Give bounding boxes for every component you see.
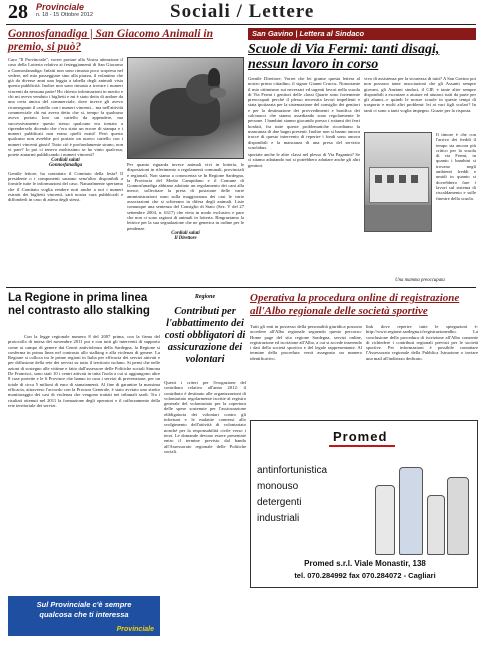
- issue-date: n. 18 - 15 Ottobre 2012: [36, 12, 93, 18]
- gonnos-reply-text: Gentile lettore, ha contattato il Comitato della festa? Il presidente o i componenti saranno senz'altro disponibili a fornirle tutte le informazioni del caso. Naturalmente speriamo che il Comitato voglia rendere noti anche a noi i numeri estratti dei biglietti vincenti, sarà nostra cura pubblicarli e diffonderli in caso di attesa degli stessi.: [8, 170, 123, 203]
- scuole-column-1: [248, 76, 360, 286]
- page-number: 28: [8, 1, 28, 23]
- header-divider: [6, 24, 476, 25]
- mid-divider: [6, 287, 476, 288]
- scuole-title: Scuole di Via Fermi: tanti disagi, nessun lavoro in corso: [248, 42, 440, 72]
- regione-title: La Regione in prima linea nel contrasto allo stalking: [8, 292, 150, 317]
- ad-line-4: industriali: [257, 513, 300, 524]
- school-ground-shape: [365, 205, 431, 231]
- operativa-body-1: Tutti gli enti in possesso della personalità giuridica possono accedere all'Albo regionale seguendo questo percorso: Home page del sito regione Sardegna, servizi online, registrazione ed iscrizione all'Albo, a cui si accede inserendo i dati della società sportiva e del legale rappresentante. Al termine della procedura verrà assegnato un numero identificativo.: [250, 324, 362, 361]
- promed-advertisement: [250, 420, 478, 588]
- promo-brand: Provinciale: [116, 626, 154, 633]
- operativa-body-2: link dove reperire tutte le spiegazioni è: http://www.regione.sardegna.it/registrazionealbo. La conclusione della procedura di iscrizione all'Albo consente di richiedere i contributi regionali previsti per le società sportive. Per informazioni è possibile contattare l'Assessorato regionale della Pubblica Istruzione o inviare una mail all'indirizzo dedicato.: [366, 324, 478, 361]
- ad-line-2: monouso: [257, 481, 299, 492]
- dog-photo: [127, 57, 244, 159]
- school-photo: [364, 132, 432, 232]
- ad-line-1: antinfortunistica: [257, 465, 328, 476]
- regione-column: [8, 334, 160, 592]
- scuole-column-3: [436, 132, 476, 201]
- ad-phone: tel. 070.284992 fax 070.284072 - Cagliari: [294, 571, 436, 580]
- dog-ear-shape: [208, 68, 220, 86]
- scuole-letter-continued: sportate anche le altre classi nel plesso di Via Paganini? Se ci stiamo adattando noi si potrebbero adattare anche gli altri genitori.: [248, 152, 360, 168]
- gonnos-reply-signature: Il Direttore: [174, 235, 197, 241]
- gonnos-column-1: [8, 57, 123, 202]
- school-window-shape: [399, 175, 406, 183]
- operativa-column-1: [250, 324, 362, 416]
- school-window-shape: [375, 175, 382, 183]
- section-title: Sociali / Lettere: [170, 1, 315, 22]
- contributi-title: Contributi per l'abbattimento dei costi obbligatori di assicurazione dei volontari: [164, 306, 246, 365]
- gonnos-reply-closing: Cordiali saluti: [171, 230, 200, 236]
- scuole-kicker: San Gavino | Lettera al Sindaco: [248, 28, 476, 40]
- gonnos-title: Gonnosfanadiga | San Giacomo Animali in premio, si può?: [8, 28, 214, 53]
- gonnos-reply-continued: Per quanto riguarda invece animali vivi in lotteria, le disposizioni in riferimento a regolamenti comunali, provinciali e regionali. Non siamo a conoscenza se In Regione Sardegna, la Provincia del Medio Campidano e il Comune di Gonnosfanadiga abbiano adottato un regolamento dei cani alla merce, sollecitare la presa di posizione delle varie amministrazioni sono sulla maggioranza dei casi le varie associazioni che si schierano in difesa degli animali. Liste comunque una sentenza del Consiglio di Stato (Sez. V del 27 settembre 2004, n. 6317) che vieta in modo esclusivo e pare che non ci sono ragioni di animali in lotteria. Ringraziamo la lettrice per la sua segnalazione che ne generica in ordine per le pendenze.: [127, 162, 244, 231]
- promed-logo: Promed: [333, 429, 388, 444]
- school-window-shape: [411, 175, 418, 183]
- gonnos-letter-closing: Cordiali saluti: [51, 157, 80, 163]
- promo-line-2: qualcosa che ti interessa: [39, 610, 129, 619]
- dog-snout-shape: [210, 88, 226, 98]
- school-window-shape: [387, 175, 394, 183]
- contributi-body: Questi i criteri per l'erogazione del contributo relativo all'anno 2012: il contributo è destinato alle organizzazioni di volontariato regolarmente iscritte al registro generale del volontariato per la copertura delle spese sostenute per l'assicurazione obbligatoria dei volontari contro gli infortuni e le malattie connessi allo svolgimento dell'attività di volontariato nonché per la responsabilità civile verso i terzi. Le domande devono essere presentate entro il termine previsto dal bando all'Assessorato regionale delle Politiche sociali.: [164, 380, 246, 454]
- regione-body: Con la legge regionale numero 8 del 2007 prima, con la firma del protocollo di intesa del novembre 2011 poi e con tutti gli interventi di supporto come ai campo di genere dai Centri antiviolenza della Sardegna, la Regione si conferma in prima linea nel contrasto allo stalking e alla violenza di genere. La Regione si colloca tra le prime regioni in Italia per efficacia dei servizi attivati e per diffusione della rete dei servizi su tutto il territorio isolano. Si pensi che nelle azioni di sostegno alle vittime e fatto dall'assessore delle Politiche sociali Simona De Francisci, sono stati 10 i centri attivati in tutta l'isola a cui si aggiungono altre 8 case protette e le 6 Province che hanno in cura i servizi di prevenzione, per un totale di circa 5 milioni di euro di stanziamenti. Al fine di garantire la massima efficacia, attraverso l'accordo con la Procura Generale, è stato avviato uno stretto monitoraggio dei casi di violenza che vengono trattati nei tribunali sardi. Tra i risultati ottenuti nel 2011 la formazione degli operatori e il rafforzamento della rete territoriale dei servizi.: [8, 334, 160, 408]
- promo-banner: [8, 596, 160, 636]
- bottle-icon: [399, 467, 423, 555]
- scuole-letter-col3: Il timore è che con l'arrivo dei freddi il tempo sia ancora più critico per la scuola di via Fermi, in quanto i bambini si trovano negli ambienti freddi e umidi in quanto si dovrebbero fare i lavori sul sistema di riscaldamento e sulle finestre della scuola.: [436, 132, 476, 201]
- ad-products-image: [371, 455, 471, 555]
- gonnos-letter-text: Caro "Il Provinciale", vorrei portare alla Vostra attenzione il caso della Lotteria relativa ai festeggiamenti di San Giacomo a Gonnosfanadiga. Infatti non sono rimasta poco sorpresa nel vedere, nel mio passeggiare sino alla piazza, il volantino che già da diverse anni una leggia a tabella degli animali vista questa pubblicità. Inoltre non sono rimasta a trovare i numeri vincenti da nessuna parte! Ho chiesto informazioni in merito e chi mi aveva venduto i biglietti e mi è stato detto di andare da una certa amica del commerciale, dove invece gli avevo riconsegnato il cartello con i numeri vincenti... ma nell'attività commerciale chi mi aveva detto che si, tempo fa qualcuno aveva portato loro un cartello da appendere, ma successivamente questo stesso qualcuno era tornato a riprenderselo dicendo che c'era stato un errore di stampa e i numeri pubblicati non erano quelli esatti! Però questo qualcuno non avrebbe poi portato un nuovo cartello con i numeri vincenti giusti! Tutto ciò è profondamente strano, non vi pare? Io poi ci tenevo moltissimo se ho vinto qualcosa, potete aiutarmi pubblicando i numeri vincenti?: [8, 57, 123, 158]
- contributi-column: [164, 380, 246, 650]
- ad-line-3: detergenti: [257, 497, 302, 508]
- paper-name: Provinciale: [36, 2, 85, 12]
- scuole-signature: Una mamma preoccupata: [395, 278, 445, 283]
- bottle-icon: [375, 485, 395, 555]
- school-building-shape: [369, 167, 429, 203]
- page-header: [0, 0, 482, 24]
- gonnos-column-2: [127, 162, 244, 241]
- bottle-icon: [447, 477, 469, 555]
- gonnos-letter-signature: Gonnosfanadiga: [48, 162, 83, 168]
- ad-address: Promed s.r.l. Viale Monastir, 138: [304, 559, 426, 568]
- contributi-kicker: Regione: [194, 294, 216, 300]
- promed-logo-underline: [329, 445, 395, 447]
- scuole-column-2: [364, 76, 476, 113]
- scuole-letter-text: Gentile Direttore, Vorrei che lei giunse questa lettera al nostro primo cittadino, il signor Gianni Cruccu. Nonostante il mio ottimismo sui necessari ed urgenti lavori nella scuola di Via Fermi i genitori delle classi Quarte sono fortemente preoccupati perché il plesso necessita lavori impellenti e stata ipotizzata per la sistemazione del consiglio dei genitori e per la destinazione dei provvedimenti e bonifica dei calcinacci che stanno assediando sono regolarmente le persone. I bambini stanno giocando presso i rottami dei ferri bordati, fra tutte queste problematiche ricordiamo la mancanza di due bagni presenti. Inoltre non si hanno ancora tracce di questo intervento di reperire i fondi sono ancora disponibili e la mancanza di una presa del servizio scuolabus.: [248, 76, 360, 150]
- operativa-column-2: [366, 324, 478, 416]
- bottle-icon: [427, 495, 445, 555]
- scuole-letter-col2: vivo di assistenza per la sicurezza di tutti? A San Gavino poi non possono tante associazioni che gli Assunti sempre giovani, gli Anziani sindaci, il CIF, e tante altre sempre disponibili a escrutare a aiutare ed aiutarci tutti da parte per gli alunni...e quindi le nostre scuole in queste tempi di trasporto e molti altri problemi: lei ai vari figli scolari? In tanti ci sono a tanti voglia impegno. Grazie per la risposta.: [364, 76, 476, 113]
- promo-line-1: Sul Provinciale c'è sempre: [36, 600, 132, 609]
- operativa-title: Operativa la procedura online di registrazione all'Albo regionale delle società sportive: [250, 292, 460, 317]
